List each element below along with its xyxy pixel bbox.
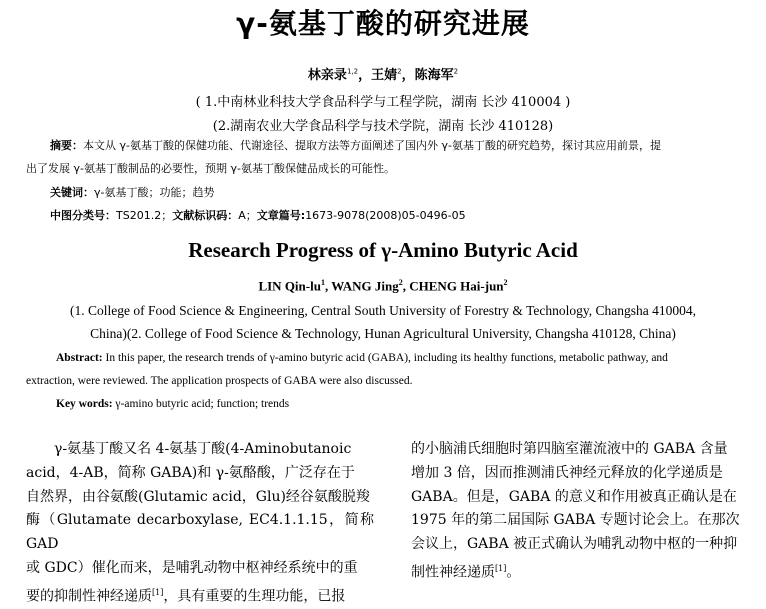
keywords-en-label: Key words: bbox=[56, 398, 113, 410]
author-separator-en: , bbox=[324, 278, 332, 294]
author-name-en: LIN Qin-lu bbox=[258, 278, 321, 294]
authors-en bbox=[0, 278, 766, 294]
doc-code-value: A； bbox=[238, 209, 257, 222]
author-separator-en: , bbox=[402, 278, 410, 294]
author-affiliation-marker-en: 2 bbox=[398, 278, 403, 287]
body-line: 会议上，GABA 被正式确认为哺乳动物中枢的一种抑 bbox=[411, 536, 738, 553]
abstract-cn-line-2: 出了发展 γ-氨基丁酸制品的必要性，预期 γ-氨基丁酸保健品成长的可能性。 bbox=[26, 162, 395, 175]
keywords-cn-label: 关键词： bbox=[50, 186, 94, 199]
affiliation-cn-2: (2.湖南农业大学食品科学与技术学院，湖南 长沙 410128) bbox=[212, 119, 554, 134]
citation-ref: [1] bbox=[495, 563, 507, 573]
author-name: 林亲录 bbox=[307, 68, 347, 83]
body-line: GABA。但是，GABA 的意义和作用被真正确认是在 bbox=[411, 488, 737, 505]
author-separator: ， bbox=[358, 68, 372, 83]
body-line: 1975 年的第二届国际 GABA 专题讨论会上。在那次 bbox=[411, 512, 740, 529]
abstract-cn-text: 本文从 γ-氨基丁酸的保健功能、代谢途径、提取方法等方面阐述了国内外 γ-氨基丁酸的研究趋势，探讨其应用前景，提 bbox=[83, 139, 661, 152]
abstract-en-line-2: extraction, were reviewed. The application prospects of GABA were also discussed. bbox=[26, 375, 413, 387]
body-line: 增加 3 倍，因而推测浦氏神经元释放的化学递质是 bbox=[411, 464, 723, 481]
body-line: 要的抑制性神经递质[1]，具有重要的生理功能，已报 bbox=[26, 587, 346, 605]
abstract-en-label: Abstract: bbox=[56, 352, 103, 364]
author-affiliation-marker: 2 bbox=[397, 67, 402, 76]
author-affiliation-marker-en: 2 bbox=[503, 278, 508, 287]
keywords-en bbox=[56, 392, 289, 416]
author-affiliation-marker: 1,2 bbox=[346, 67, 359, 76]
author-name-en: WANG Jing bbox=[331, 278, 399, 294]
author-affiliation-marker: 2 bbox=[453, 67, 459, 76]
article-number-value: 1673-9078(2008)05-0496-05 bbox=[305, 209, 466, 222]
body-column-left bbox=[26, 438, 374, 609]
body-line: 或 GDC）催化而来，是哺乳动物中枢神经系统中的重 bbox=[26, 559, 358, 576]
body-line: γ-氨基丁酸又名 4-氨基丁酸(4-Aminobutanoic bbox=[54, 441, 352, 457]
body-column-right bbox=[411, 438, 761, 585]
affiliation-cn-1: ( 1.中南林业科技大学食品科学与工程学院，湖南 长沙 410004 ) bbox=[195, 95, 571, 110]
body-line: 的小脑浦氏细胞时第四脑室灌流液中的 GABA 含量 bbox=[411, 441, 728, 457]
paper-title-cn: γ-氨基丁酸的研究进展 bbox=[236, 7, 530, 40]
authors-cn bbox=[0, 64, 766, 83]
affiliation-en-1: (1. College of Food Science & Engineering, Central South University of Forestry & Technology, Changsha 410004, bbox=[70, 303, 696, 318]
abstract-cn-label: 摘要： bbox=[50, 139, 83, 152]
body-line: 酶（Glutamate decarboxylase, EC4.1.1.15，简称 GAD bbox=[26, 512, 374, 553]
citation-ref: [1] bbox=[152, 587, 164, 597]
affiliation-en-2: China)(2. College of Food Science & Technology, Hunan Agricultural University, Changsha 410128, China) bbox=[90, 326, 676, 341]
author-name: 陈海军 bbox=[414, 68, 454, 83]
abstract-en-line-1 bbox=[56, 346, 766, 370]
keywords-cn-text: γ-氨基丁酸；功能；趋势 bbox=[94, 186, 215, 199]
author-affiliation-marker-en: 1 bbox=[320, 278, 325, 287]
body-line: 制性神经递质[1]。 bbox=[411, 563, 521, 581]
author-name: 王婧 bbox=[371, 68, 398, 83]
body-line: acid，4-AB，简称 GABA)和 γ-氨酪酸，广泛存在于 bbox=[26, 464, 355, 481]
body-line: 自然界，由谷氨酸(Glutamic acid，Glu)经谷氨酸脱羧 bbox=[26, 488, 370, 505]
keywords-cn bbox=[50, 182, 214, 204]
author-separator: ， bbox=[401, 68, 415, 83]
article-number-label: 文章篇号: bbox=[256, 209, 306, 222]
abstract-cn-line-1 bbox=[50, 135, 766, 157]
abstract-en-text: In this paper, the research trends of γ-amino butyric acid (GABA), including its healthy functions, metabolic pathway, and bbox=[102, 352, 668, 364]
classification-cn bbox=[50, 205, 466, 227]
paper-title-en: Research Progress of γ-Amino Butyric Acid bbox=[188, 238, 578, 262]
clc-label: 中图分类号： bbox=[50, 209, 116, 222]
clc-value: TS201.2； bbox=[116, 209, 173, 222]
author-name-en: CHENG Hai-jun bbox=[409, 278, 504, 294]
doc-code-label: 文献标识码： bbox=[172, 209, 239, 222]
keywords-en-text: γ-amino butyric acid; function; trends bbox=[112, 398, 290, 410]
